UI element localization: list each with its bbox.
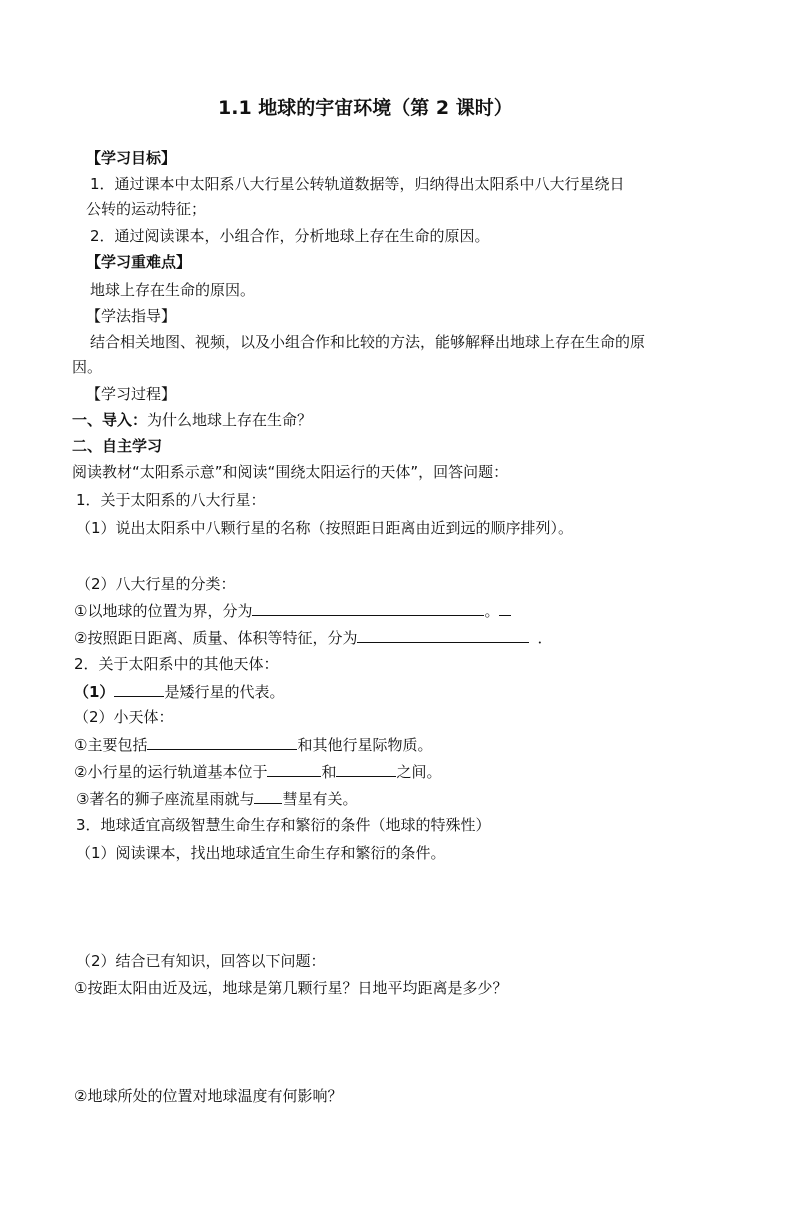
answer-blank-4[interactable]	[147, 734, 297, 750]
answer-blank-1-end	[499, 600, 511, 616]
question-2-2a-prefix: ①主要包括	[74, 736, 148, 754]
objective-2: 2．通过阅读课本，小组合作，分析地球上存在生命的原因。	[90, 227, 490, 245]
question-2-2a-suffix: 和其他行星际物质。	[297, 736, 433, 754]
question-1: 1．关于太阳系的八大行星：	[76, 491, 266, 509]
key-points-heading: 【学习重难点】	[86, 253, 192, 271]
process-heading: 【学习过程】	[86, 385, 177, 403]
question-3-1: （1）阅读课本，找出地球适宜生命生存和繁衍的条件。	[76, 844, 446, 862]
question-2-2c	[76, 788, 357, 809]
key-points-text: 地球上存在生命的原因。	[90, 281, 256, 299]
question-2-2c-suffix: 彗星有关。	[282, 790, 358, 808]
question-2-2b-mid: 和	[321, 763, 337, 781]
answer-blank-5[interactable]	[267, 761, 321, 777]
objectives-heading: 【学习目标】	[86, 149, 177, 167]
question-2: 2．关于太阳系中的其他天体：	[74, 655, 279, 673]
answer-blank-6[interactable]	[336, 761, 396, 777]
question-2-1-suffix: 是矮行星的代表。	[164, 683, 285, 701]
intro-text: 为什么地球上存在生命？	[147, 411, 313, 429]
objective-1-line-1: 1．通过课本中太阳系八大行星公转轨道数据等，归纳得出太阳系中八大行星绕日	[90, 175, 625, 193]
method-line-2: 因。	[72, 358, 103, 376]
question-2-2b-prefix: ②小行星的运行轨道基本位于	[74, 763, 268, 781]
answer-blank-2[interactable]	[357, 627, 529, 643]
question-1-1: （1）说出太阳系中八颗行星的名称（按照距日距离由近到远的顺序排列）。	[76, 519, 574, 537]
question-2-1	[74, 681, 284, 702]
question-1-2b-prefix: ②按照距日距离、质量、体积等特征，分为	[74, 629, 358, 647]
answer-blank-7[interactable]	[254, 788, 282, 804]
question-2-2b-suffix: 之间。	[396, 763, 442, 781]
question-1-2b-suffix: ．	[537, 629, 553, 647]
question-1-2: （2）八大行星的分类：	[76, 575, 236, 593]
question-3-2b: ②地球所处的位置对地球温度有何影响？	[74, 1087, 343, 1105]
question-2-1-prefix: （1）	[74, 683, 115, 701]
answer-blank-3[interactable]	[114, 681, 164, 697]
question-2-2c-prefix: ③著名的狮子座流星雨就与	[76, 790, 255, 808]
intro-question	[72, 410, 312, 430]
question-1-2b	[74, 627, 552, 648]
question-3: 3．地球适宜高级智慧生命生存和繁衍的条件（地球的特殊性）	[76, 816, 491, 834]
method-line-1: 结合相关地图、视频，以及小组合作和比较的方法，能够解释出地球上存在生命的原	[90, 333, 646, 351]
question-1-2a	[74, 600, 511, 621]
self-study-heading: 二、自主学习	[72, 437, 163, 455]
answer-blank-1[interactable]	[252, 600, 484, 616]
page-title: 1.1 地球的宇宙环境（第 2 课时）	[218, 97, 513, 119]
method-heading: 【学法指导】	[86, 307, 177, 325]
question-1-2a-prefix: ①以地球的位置为界，分为	[74, 602, 253, 620]
question-1-2a-suffix: 。	[484, 602, 500, 620]
question-3-2: （2）结合已有知识，回答以下问题：	[76, 952, 326, 970]
question-2-2: （2）小天体：	[74, 708, 174, 726]
intro-label: 一、导入：	[72, 411, 148, 429]
question-2-2b	[74, 761, 441, 782]
question-3-2a: ①按距太阳由近及远，地球是第几颗行星？日地平均距离是多少？	[74, 979, 508, 997]
read-instruction: 阅读教材“太阳系示意”和阅读“围绕太阳运行的天体”，回答问题：	[72, 463, 509, 481]
question-2-2a	[74, 734, 432, 755]
objective-1-line-2: 公转的运动特征；	[86, 200, 207, 218]
